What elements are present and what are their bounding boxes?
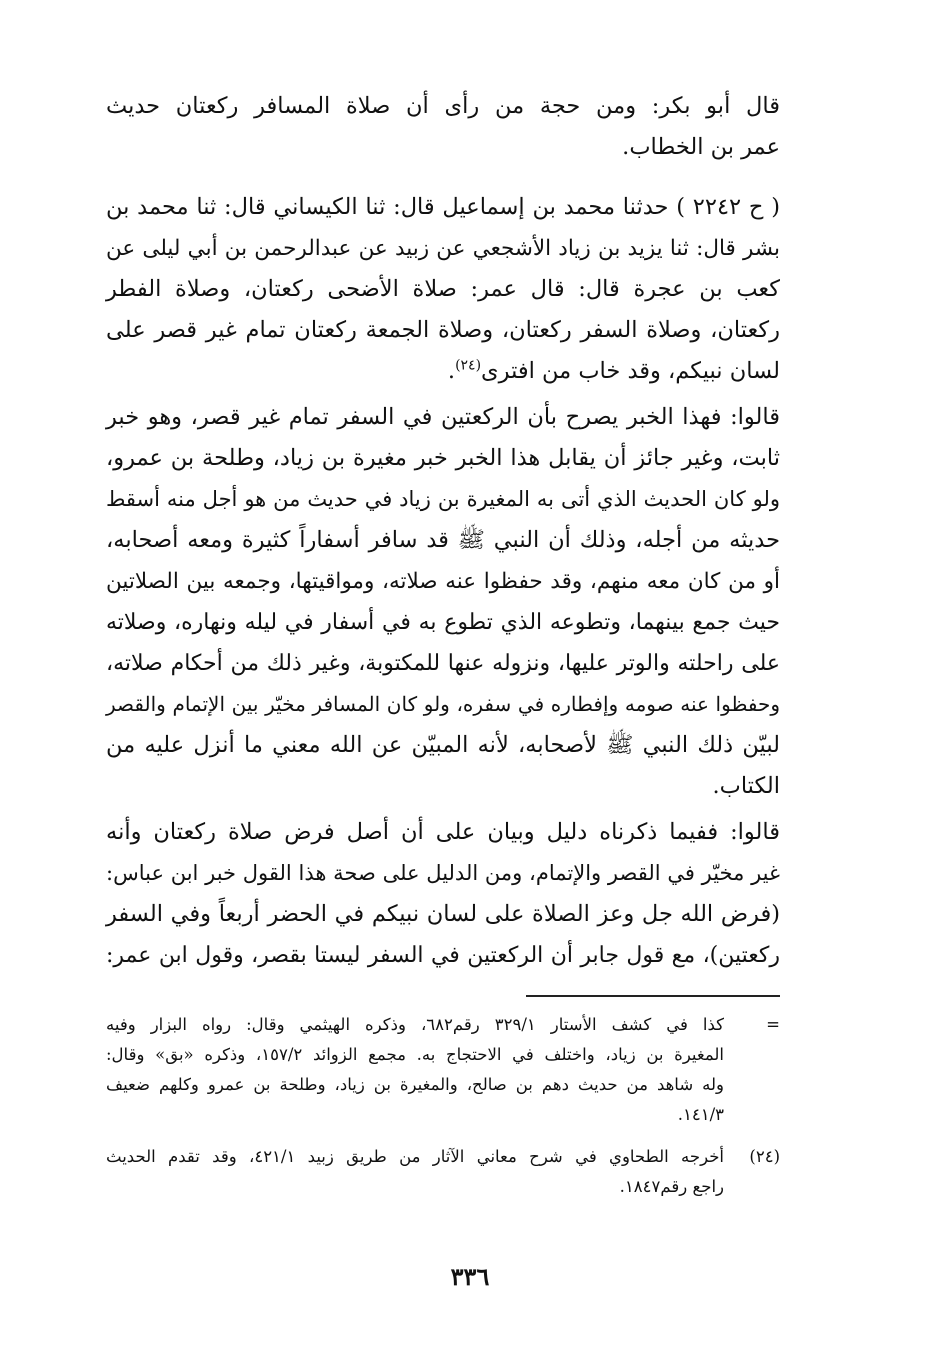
footnote-continuation	[106, 1010, 780, 1130]
text-line: ثابت، وغير جائز أن يقابل هذا الخبر خبر مغيرة بن زياد، وطلحة بن عمرو،	[106, 445, 780, 471]
text-line: غير مخيّر في القصر والإتمام، ومن الدليل على صحة هذا القول خبر ابن عباس:	[106, 861, 780, 885]
text-line: لبيّن ذلك النبي ﷺ لأصحابه، لأنه المبيّن عن الله معني ما أنزل عليه من	[106, 732, 780, 758]
footnote-marker: =	[766, 1015, 780, 1034]
footnote-line: المغيرة بن زياد، واختلف في الاحتجاج به. مجمع الزوائد ١٥٧/٢، وذكره «بق» وقال:	[106, 1045, 725, 1064]
text-line: قال أبو بكر: ومن حجة من رأى أن صلاة المسافر ركعتان حديث	[106, 93, 780, 119]
paragraph-3	[106, 397, 780, 807]
text-line: أو من كان معه منهم، وقد حفظوا عنه صلاته، ومواقيتها، وجمعه بين الصلاتين	[106, 569, 780, 594]
text-line: على راحلته والوتر عليها، ونزوله عنها للمكتوبة، وغير ذلك من أحكام صلاته،	[106, 651, 780, 676]
footnote-24	[106, 1142, 780, 1202]
footnote-separator	[526, 995, 780, 997]
text-line: حيث جمع بينهما، وتطوعه الذي تطوع به في أسفار في ليله ونهاره، وصلاته	[106, 610, 780, 635]
footnote-line: وله شاهد من حديث دهم بن صالح، والمغيرة بن زياد، وطلحة بن عمرو وكلهم ضعيف	[106, 1075, 724, 1094]
text-line: بشر قال: ثنا يزيد بن زياد الأشجعي عن زبيد عن عبدالرحمن بن أبي ليلى عن	[106, 236, 780, 261]
paragraph-4	[106, 812, 780, 976]
footnote-line: أخرجه الطحاوي في شرح معاني الآثار من طريق زبيد ٤٢١/١، وقد تقدم الحديث	[106, 1147, 724, 1166]
footnote-line: راجع رقم١٨٤٧.	[619, 1177, 724, 1196]
footnote-line: كذا في كشف الأستار ٣٢٩/١ رقم٦٨٢، وذكره الهيثمي وقال: رواه البزار وفيه	[106, 1015, 724, 1034]
footnote-marker: (٢٤)	[749, 1147, 780, 1166]
text-line-content: لسان نبيكم، وقد خاب من افترى	[481, 358, 780, 384]
text-line: ركعتين)، مع قول جابر أن الركعتين في السفر ليستا بقصر، وقول ابن عمر:	[106, 943, 780, 968]
text-line: (فرض الله جل وعز الصلاة على لسان نبيكم في الحضر أربعاً وفي السفر	[106, 901, 780, 927]
text-line: قالوا: ففيما ذكرناه دليل وبيان على أن أصل فرض صلاة ركعتان وأنه	[106, 819, 780, 845]
text-line: حديثه من أجله، وذلك أن النبي ﷺ قد سافر أسفاراً كثيرة ومعه أصحابه،	[106, 527, 780, 553]
footnote-reference: (٢٤)	[455, 357, 482, 374]
end-punctuation: .	[447, 358, 456, 384]
footnote-line: ١٤١/٣.	[677, 1105, 724, 1124]
text-line: وحفظوا عنه صومه وإفطاره في سفره، ولو كان المسافر مخيّر بين الإتمام والقصر	[106, 692, 780, 716]
paragraph-2-hadith-2242	[106, 187, 780, 392]
text-line: عمر بن الخطاب.	[622, 134, 780, 160]
text-line: كعب بن عجرة قال: قال عمر: صلاة الأضحى ركعتان، وصلاة الفطر	[106, 276, 780, 302]
text-line: ولو كان الحديث الذي أتى به المغيرة بن زياد في حديث من هو أجل منه أسقط	[106, 487, 780, 511]
footnotes	[106, 1010, 780, 1202]
text-line: ( ح ٢٢٤٢ ) حدثنا محمد بن إسماعيل قال: ثنا الكيساني قال: ثنا محمد بن	[106, 194, 780, 220]
text-line: ركعتان، وصلاة السفر ركعتان، وصلاة الجمعة ركعتان تمام غير قصر على	[106, 317, 780, 343]
text-line	[106, 351, 780, 392]
paragraph-1	[106, 86, 780, 168]
page-number: ٣٣٦	[450, 1262, 490, 1291]
text-line: الكتاب.	[712, 773, 780, 799]
text-line: قالوا: فهذا الخبر يصرح بأن الركعتين في السفر تمام غير قصر، وهو خبر	[106, 404, 780, 430]
